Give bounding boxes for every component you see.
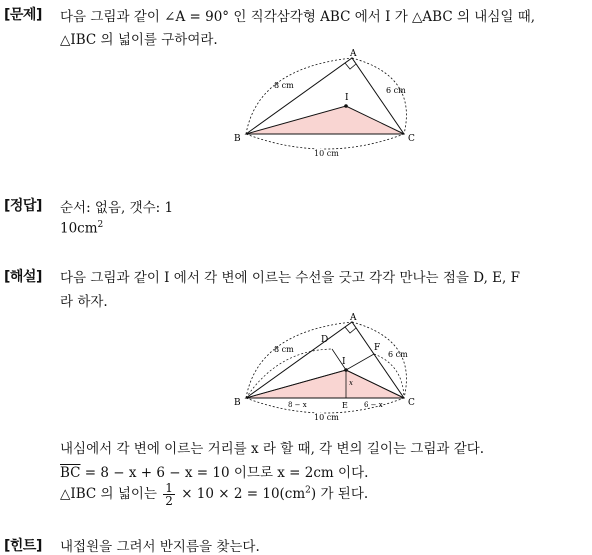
arc-bc [246, 134, 404, 149]
label-d: D [321, 335, 329, 345]
label-bc: 10 cm [314, 149, 339, 158]
problem-label: [문제] [4, 7, 42, 23]
fraction-numerator: 1 [165, 481, 173, 495]
segment-bc: $\overline{BC}$ [60, 465, 81, 481]
hint-label: [힌트] [4, 538, 42, 554]
label-ac: 6 cm [388, 350, 408, 359]
problem-line-2: △IBC 의 넓이를 구하여라. [60, 32, 218, 48]
solution-line-5-pre: △IBC 의 넓이는 [60, 486, 157, 502]
label-c: C [408, 134, 415, 144]
problem-figure [228, 46, 418, 161]
triangle-ibc-shaded [246, 370, 404, 398]
solution-line-5-mid: × 10 × 2 = 10(cm [181, 486, 306, 502]
solution-figure [228, 310, 418, 425]
solution-line-4-rest: = 8 − x + 6 − x = 10 이므로 x = 2cm 이다. [80, 465, 369, 481]
label-i: I [342, 357, 346, 367]
problem-line-1: 다음 그림과 같이 ∠A = 90° 인 직각삼각형 ABC 에서 I 가 △ABC 의 내심일 때, [60, 9, 536, 25]
label-i: I [345, 93, 349, 103]
label-6x: 6 − x [364, 401, 383, 409]
solution-line-2: 라 하자. [60, 294, 108, 310]
hint-line-1: 내접원을 그려서 반지름을 찾는다. [60, 539, 260, 555]
label-ab: 8 cm [274, 345, 294, 354]
answer-value-exp: 2 [97, 220, 104, 230]
label-ac: 6 cm [386, 86, 406, 95]
label-a: A [350, 49, 357, 59]
label-a: A [350, 313, 357, 323]
label-c: C [408, 398, 415, 408]
perpendicular-if [346, 354, 374, 370]
answer-label: [정답] [4, 198, 42, 214]
label-ab: 8 cm [274, 81, 294, 90]
triangle-ibc-shaded [246, 106, 404, 134]
incenter-point [344, 368, 348, 372]
right-angle-mark-a [345, 327, 356, 333]
solution-line-3: 내심에서 각 변에 이르는 거리를 x 라 할 때, 각 변의 길이는 그림과 같다. [60, 441, 485, 457]
label-8x: 8 − x [288, 401, 307, 409]
fraction-denominator: 2 [165, 494, 173, 508]
label-e: E [342, 401, 348, 410]
solution-line-5-post: ) 가 된다. [310, 486, 369, 502]
solution-line-5-exp: 2 [305, 485, 311, 496]
right-angle-mark [345, 63, 356, 69]
label-bc: 10 cm [314, 413, 339, 422]
solution-line-5 [60, 482, 368, 507]
answer-value [60, 220, 103, 237]
fraction-half [163, 482, 175, 507]
label-b: B [234, 398, 241, 408]
label-b: B [234, 134, 241, 144]
solution-label: [해설] [4, 269, 42, 285]
label-f: F [374, 343, 381, 353]
answer-value-text: 10cm [60, 220, 98, 237]
label-x-inner: x [349, 379, 353, 387]
solution-line-1: 다음 그림과 같이 I 에서 각 변에 이르는 수선을 긋고 각각 만나는 점을 D, E, F [60, 270, 520, 286]
incenter-point [344, 104, 348, 108]
solution-line-4 [60, 461, 368, 481]
answer-line-1: 순서: 없음, 갯수: 1 [60, 200, 174, 216]
